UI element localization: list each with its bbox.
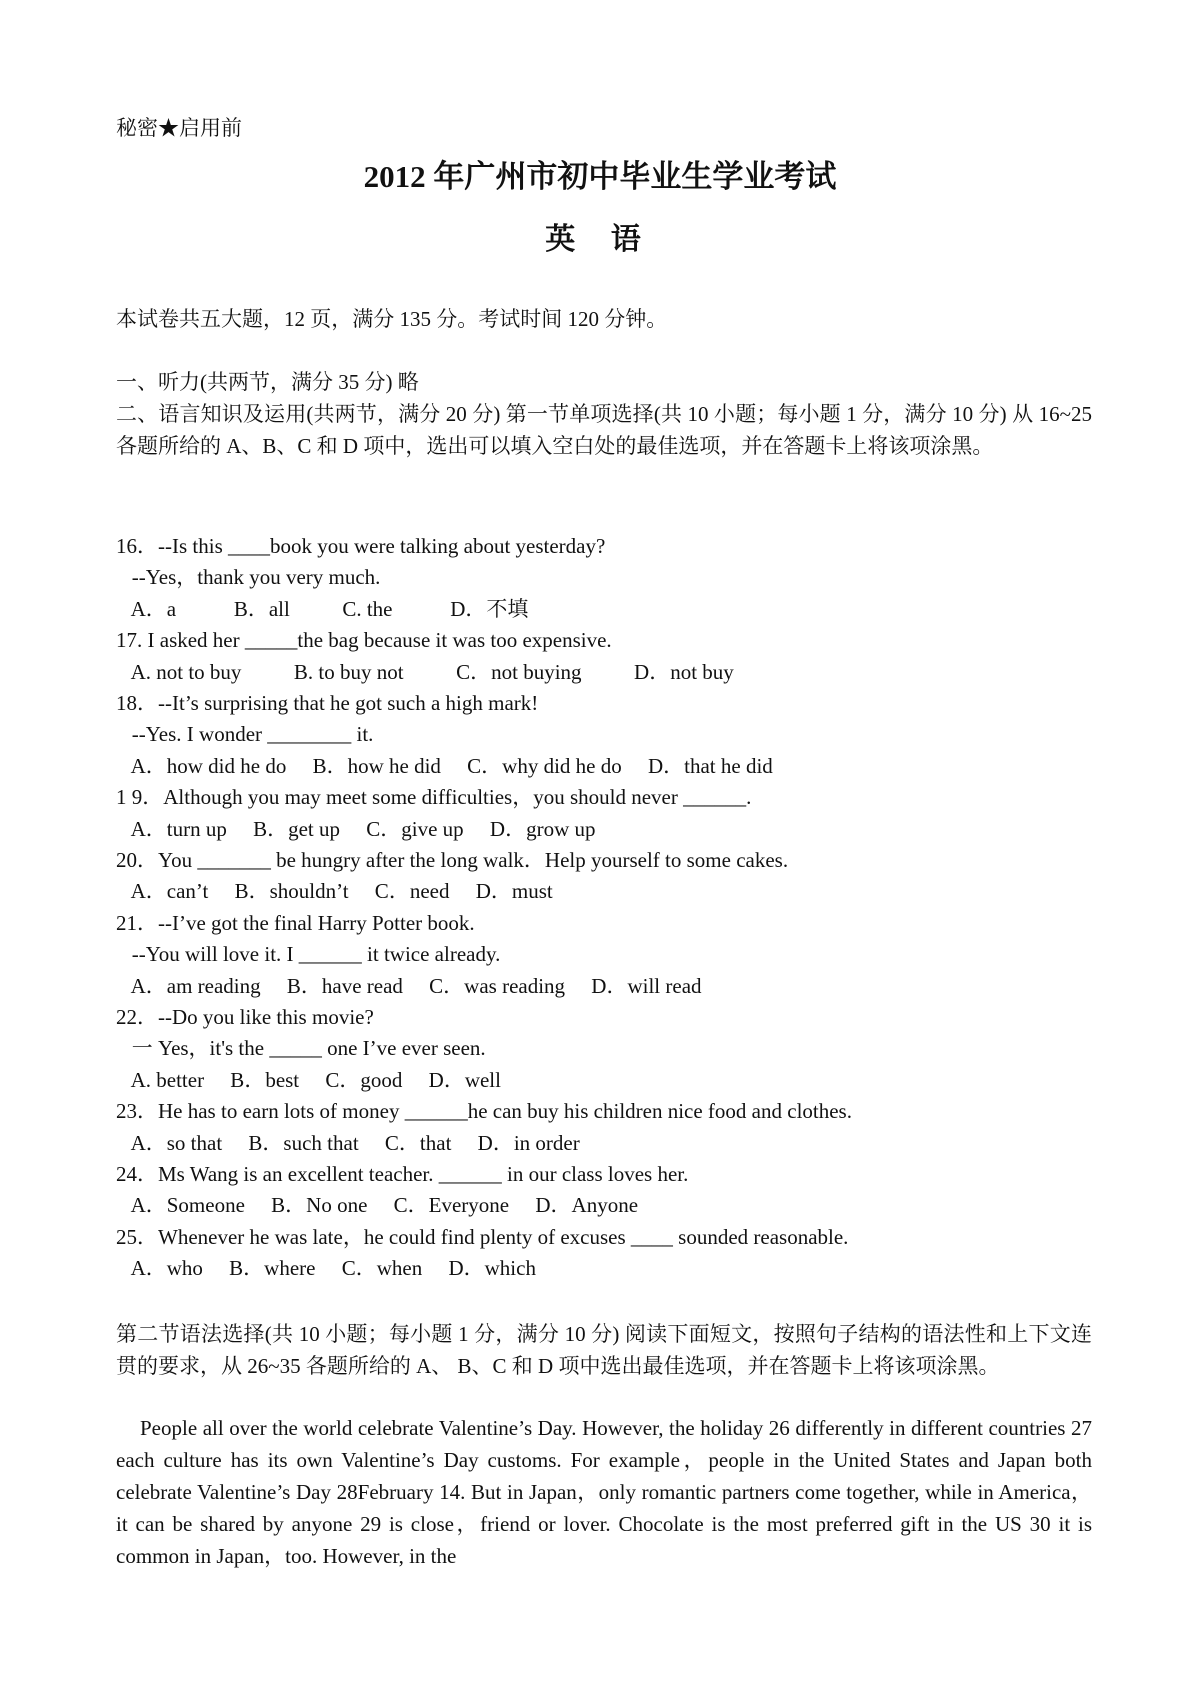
question-line: A. not to buy B. to buy not C．not buying D．not buy <box>116 660 734 684</box>
question-line: A．turn up B．get up C．give up D．grow up <box>116 817 596 841</box>
question-line: 18．--It’s surprising that he got such a high mark! <box>116 691 539 715</box>
question-line: A. better B．best C．good D．well <box>116 1068 501 1092</box>
exam-intro: 本试卷共五大题，12 页，满分 135 分。考试时间 120 分钟。 <box>116 307 668 331</box>
question-line: 21．--I’ve got the final Harry Potter book. <box>116 911 475 935</box>
question-line: 17. I asked her _____the bag because it was too expensive. <box>116 628 612 652</box>
section-grammar-instructions: 第二节语法选择(共 10 小题；每小题 1 分，满分 10 分) 阅读下面短文，按照句子结构的语法性和上下文连贯的要求，从 26~35 各题所给的 A、 B、C 和 D 项中选出最佳选项，并在答题卡上将该项涂黑。 <box>116 1322 1092 1378</box>
question-line: 24．Ms Wang is an excellent teacher. ______ in our class loves her. <box>116 1162 689 1186</box>
reading-passage: People all over the world celebrate Valentine’s Day. However, the holiday 26 differently in different countries 27 each culture has its own Valentine’s Day customs. For example，people in the United States and Japan both celebrate Valentine’s Day 28February 14. But in Japan，only romantic partners come together, while in America，it can be shared by anyone 29 is close，friend or lover. Chocolate is the most preferred gift in the US 30 it is common in Japan，too. However, in the <box>116 1416 1092 1568</box>
question-line: A．can’t B．shouldn’t C．need D．must <box>116 879 553 903</box>
question-line: 16．--Is this ____book you were talking about yesterday? <box>116 534 606 558</box>
question-line: A．am reading B．have read C．was reading D．will read <box>116 974 702 998</box>
question-line: A．so that B．such that C．that D．in order <box>116 1131 580 1155</box>
question-line: 25．Whenever he was late，he could find plenty of excuses ____ sounded reasonable. <box>116 1225 849 1249</box>
question-line: 20．You _______ be hungry after the long walk．Help yourself to some cakes. <box>116 848 789 872</box>
subject-title: 英 语 <box>545 223 655 256</box>
question-line: 1 9．Although you may meet some difficulties，you should never ______. <box>116 785 752 809</box>
question-line: --Yes，thank you very much. <box>116 565 381 589</box>
question-line: 一 Yes，it's the _____ one I’ve ever seen. <box>116 1036 486 1060</box>
question-line: --You will love it. I ______ it twice already. <box>116 942 501 966</box>
question-line: 22．--Do you like this movie? <box>116 1005 374 1029</box>
confidential-notice: 秘密★启用前 <box>116 116 242 140</box>
question-line: A．who B．where C．when D．which <box>116 1256 536 1280</box>
question-line: A．Someone B．No one C．Everyone D．Anyone <box>116 1193 639 1217</box>
question-line: --Yes. I wonder ________ it. <box>116 722 374 746</box>
question-line: 23．He has to earn lots of money ______he can buy his children nice food and clothes. <box>116 1099 852 1123</box>
section-listening: 一、听力(共两节，满分 35 分) 略 <box>116 370 419 394</box>
exam-title: 2012 年广州市初中毕业生学业考试 <box>363 159 837 194</box>
question-line: A．how did he do B．how he did C．why did he do D．that he did <box>116 754 773 778</box>
question-line: A．a B．all C. the D．不填 <box>116 597 529 621</box>
section-language-instructions: 二、语言知识及运用(共两节，满分 20 分) 第一节单项选择(共 10 小题；每小题 1 分，满分 10 分) 从 16~25 各题所给的 A、B、C 和 D 项中，选出可以填入空白处的最佳选项，并在答题卡上将该项涂黑。 <box>116 402 1092 458</box>
